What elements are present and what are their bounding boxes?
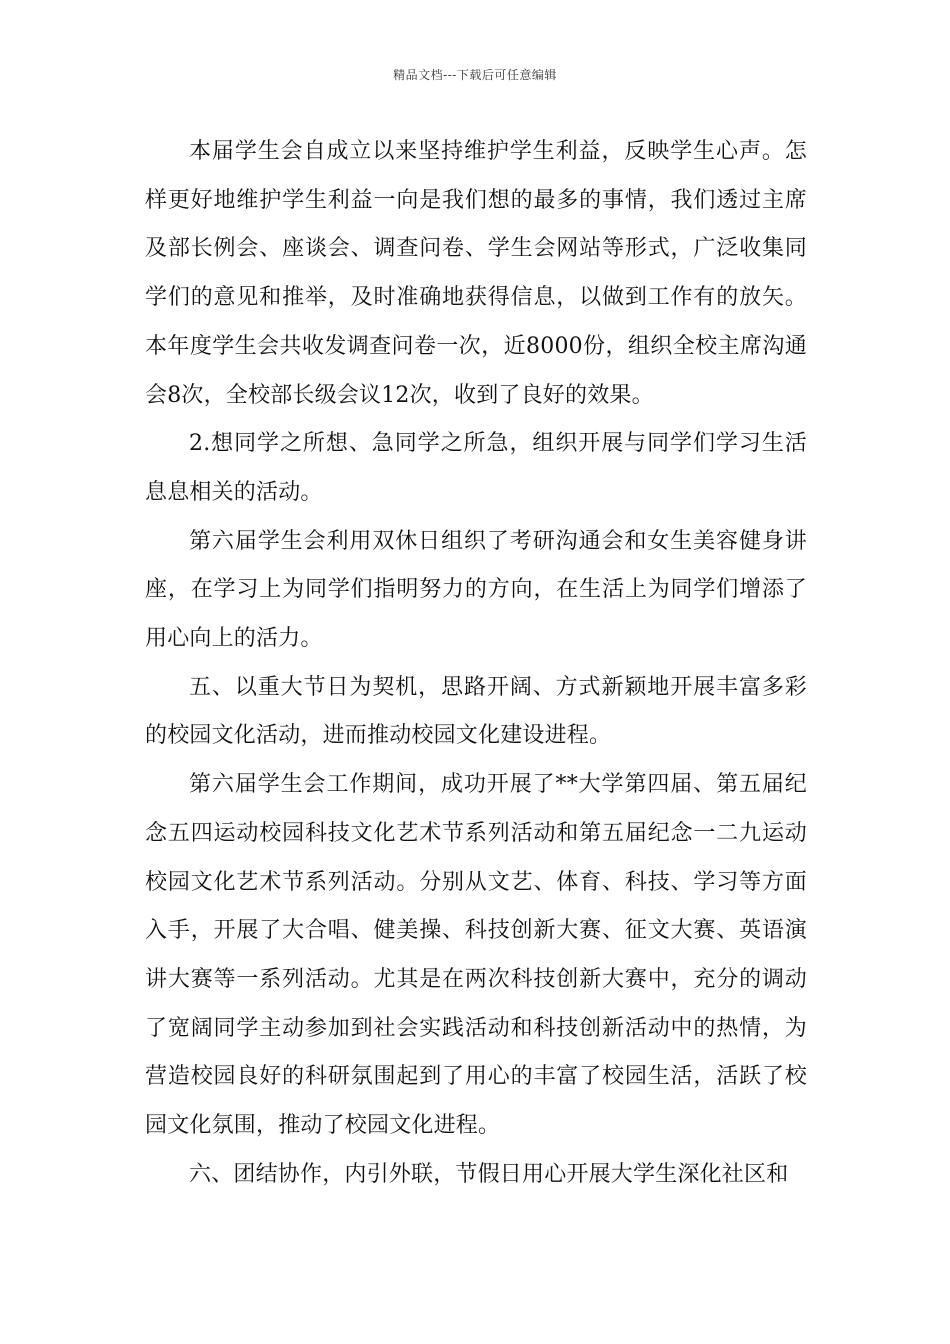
paragraph-student-interests: 本届学生会自成立以来坚持维护学生利益，反映学生心声。怎样更好地维护学生利益一向是我们想的最多的事情，我们透过主席及部长例会、座谈会、调查问卷、学生会网站等形式，广泛收集同学们的意见和推举，及时准确地获得信息，以做到工作有的放矢。本年度学生会共收发调查问卷一次，近8000份，组织全校主席沟通会8次，全校部长级会议12次，收到了良好的效果。 bbox=[145, 139, 807, 408]
paragraph-item-2: 2.想同学之所想、急同学之所急，组织开展与同学们学习生活息息相关的活动。 bbox=[145, 431, 807, 505]
paragraph-section-five: 五、以重大节日为契机，思路开阔、方式新颖地开展丰富多彩的校园文化活动，进而推动校园文化建设进程。 bbox=[145, 674, 807, 749]
page-header: 精品文档---下载后可任意编辑 bbox=[393, 68, 557, 82]
paragraph-section-six: 六、团结协作，内引外联，节假日用心开展大学生深化社区和 bbox=[189, 1161, 789, 1187]
paragraph-weekend-activities: 第六届学生会利用双休日组织了考研沟通会和女生美容健身讲座，在学习上为同学们指明努力的方向，在生活上为同学们增添了用心向上的活力。 bbox=[145, 528, 807, 652]
document-body bbox=[145, 128, 807, 1199]
paragraph-campus-culture: 第六届学生会工作期间，成功开展了**大学第四届、第五届纪念五四运动校园科技文化艺术节系列活动和第五届纪念一二九运动校园文化艺术节系列活动。分别从文艺、体育、科技、学习等方面入手，开展了大合唱、健美操、科技创新大赛、征文大赛、英语演讲大赛等一系列活动。尤其是在两次科技创新大赛中，充分的调动了宽阔同学主动参加到社会实践活动和科技创新活动中的热情，为营造校园良好的科研氛围起到了用心的丰富了校园生活，活跃了校园文化氛围，推动了校园文化进程。 bbox=[145, 772, 807, 1139]
